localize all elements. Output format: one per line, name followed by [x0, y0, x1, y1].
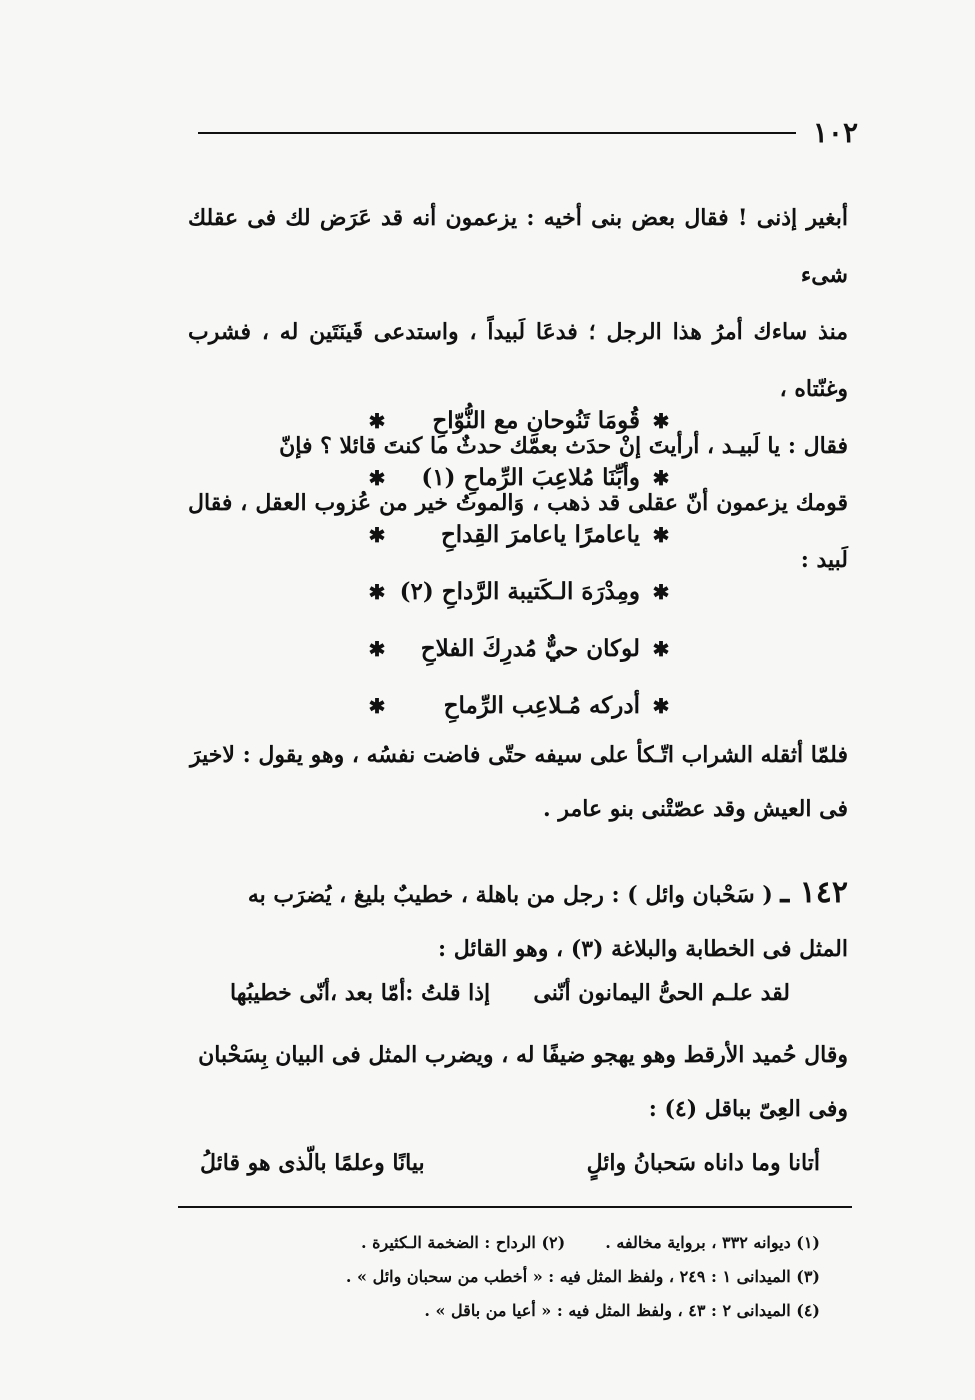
footnote-row: [220, 1226, 820, 1260]
verse-text: أدركه مُـلاعِب الرِّماحِ: [443, 692, 640, 719]
header-rule: [198, 132, 796, 134]
verse-star-icon: ✱: [652, 465, 670, 490]
verse-star-icon: ✱: [368, 408, 386, 433]
verse-star-icon: ✱: [368, 522, 386, 547]
footnote-rule: [178, 1206, 852, 1208]
footnotes: [220, 1226, 820, 1328]
verse-text: ياعامرًا ياعامرَ القِداحِ: [440, 521, 640, 548]
text-line: فقال : يا لَبيـد ، أرأيتَ إنْ حدَث بعمّك حدثٌ ما كنتَ قائلا ؟ فإنّ: [279, 433, 848, 459]
footnote-4: (٤) الميدانى ٢ : ٤٣ ، ولفظ المثل فيه : « أعيا من باقل » .: [424, 1301, 820, 1320]
verse: [362, 449, 676, 506]
hemistich-left: بيانًا وعلمًا بالّذى هو قائلُ: [200, 1150, 425, 1176]
couplet: [230, 968, 790, 1018]
hemistich-left: إذا قلتُ :أمّا بعد ،أنّى خطيبُها: [230, 980, 491, 1006]
text-line: وقال حُميد الأرقط وهو يهجو ضيفًا له ، ويضرب المثل فى البيان بِسَحْبان: [198, 1042, 848, 1068]
humaid-paragraph: [188, 1028, 848, 1136]
verse-text: لوكان حيٌّ مُدرِكَ الفلاحِ: [420, 635, 640, 662]
page-header: [198, 118, 858, 148]
verse-star-icon: ✱: [368, 465, 386, 490]
text-line: قومك يزعمون أنّ عقلى قد ذهب ، وَالموتُ خير من عُزوب العقل ، فقال لَبيد :: [188, 490, 848, 573]
verse-star-icon: ✱: [652, 579, 670, 604]
poem-verses: [362, 392, 676, 734]
hemistich-right: أتانا وما داناه سَحبانُ وائلٍ: [586, 1150, 820, 1176]
verse-star-icon: ✱: [368, 636, 386, 661]
verse: [362, 677, 676, 734]
verse-text: وأبِّنَا مُلاعِبَ الرِّماحِ (١): [421, 464, 640, 491]
verse-star-icon: ✱: [652, 636, 670, 661]
entry-title-line: ( سَحْبان وائل ) : رجل من باهلة ، خطيبٌ بليغ ، يُضرَب به: [247, 882, 773, 908]
text-line: المثل فى الخطابة والبلاغة (٣) ، وهو القائل :: [437, 936, 848, 962]
page-number: ١٠٢: [812, 116, 858, 149]
footnote-3: (٣) الميدانى ١ : ٢٤٩ ، ولفظ المثل فيه : « أخطب من سحبان وائل » .: [345, 1267, 820, 1286]
text-line: [188, 866, 848, 922]
verse: [362, 506, 676, 563]
text-line: فى العيش وقد عصّتْنى بنو عامر .: [543, 796, 848, 822]
verse-text: قُومَا تَنُوحانِ مع النُّوّاحِ: [432, 407, 640, 434]
entry-142: [188, 866, 848, 976]
text-line: وفى العِىّ بباقل (٤) :: [648, 1096, 848, 1122]
entry-number: ١٤٢ ـ: [780, 875, 848, 910]
hemistich-right: لقد علـم الحىُّ اليمانون أنّنى: [533, 980, 790, 1006]
footnote-1: (١) ديوانه ٣٣٢ ، برواية مخالفه .: [605, 1233, 820, 1252]
verse-text: ومِدْرَهَ الـكَتيبة الرَّداحِ (٢): [399, 578, 640, 605]
verse-star-icon: ✱: [368, 693, 386, 718]
couplet: [200, 1138, 820, 1188]
verse-star-icon: ✱: [652, 408, 670, 433]
text-line: أبغير إذنى ! فقال بعض بنى أخيه : يزعمون أنه قد عَرَض لك فى عقلك شىء: [188, 205, 848, 288]
text-line: منذ ساءك أمرُ هذا الرجل ؛ فدعَا لَبيداً ، واستدعى قَينَتَين له ، فشرب وغنّتاه ،: [188, 319, 848, 402]
verse: [362, 620, 676, 677]
verse-star-icon: ✱: [652, 522, 670, 547]
verse: [362, 392, 676, 449]
verse-star-icon: ✱: [652, 693, 670, 718]
death-paragraph: [188, 728, 848, 836]
text-line: فلمّا أثقله الشراب اتّـكأ على سيفه حتّى فاضت نفسُه ، وهو يقول : لاخيرَ: [189, 742, 848, 768]
footnote-2: (٢) الرداح : الضخمة الـكثيرة .: [361, 1233, 566, 1252]
verse: [362, 563, 676, 620]
verse-star-icon: ✱: [368, 579, 386, 604]
